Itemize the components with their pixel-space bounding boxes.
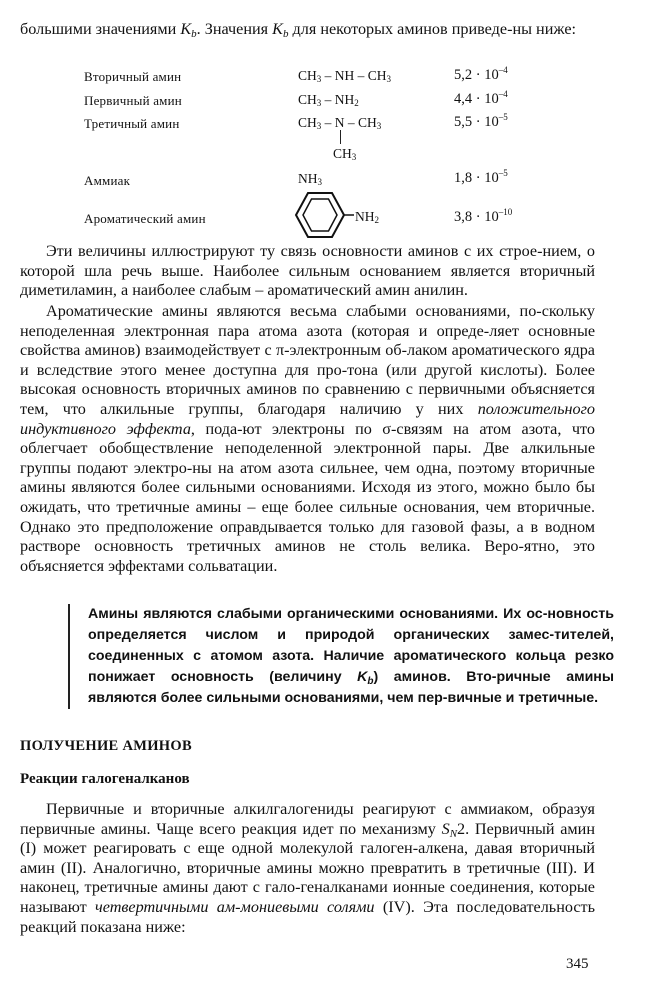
section-heading: ПОЛУЧЕНИЕ АМИНОВ bbox=[20, 738, 192, 754]
kb-symbol: $K_b$ bbox=[272, 20, 289, 40]
paragraph: Первичные и вторичные алкилгалогениды реагируют с аммиаком, образуя первичные амины. Чаще всего реакция идет по механизму $S_N2$. Первичный амин (I) может реагировать с еще одной молекулой галоген-алкена, давая вторичный амин (II). Аналогично, вторичные амины можно превратить в третичные (III). И наконец, третичные амины дают с гало-геналканами ионные соединения, которые называют четвертичными ам-мониевыми солями (IV). Эта последовательность реакций показана ниже: bbox=[20, 800, 595, 936]
amine-name: Третичный амин bbox=[84, 116, 180, 131]
methyl-branch: $CH_3$ bbox=[333, 146, 357, 162]
kb-value: $5,2 \cdot 10^{-4}$ bbox=[454, 65, 508, 83]
kb-symbol: $K_b$ bbox=[180, 20, 197, 40]
amine-formula: $CH_3$ – N – $CH_3$ bbox=[298, 115, 382, 131]
paragraph: Эти величины иллюстрируют ту связь основности аминов с их строе-нием, о которой шла речь выше. Наиболее сильным основанием является вторичный диметиламин, а наиболее слабым – ароматический амин анилин. bbox=[20, 242, 595, 300]
bond-line bbox=[340, 130, 341, 144]
sn2-symbol: $S_N$ bbox=[441, 819, 458, 840]
kb-value: $1,8 \cdot 10^{-5}$ bbox=[454, 168, 508, 186]
kb-symbol: $K_b$ bbox=[357, 669, 374, 687]
amine-name: Первичный амин bbox=[84, 93, 182, 108]
paragraph: Ароматические амины являются весьма слабыми основаниями, по-скольку неподеленная электронная пара атома азота (которая и опреде-ляет основные свойства аминов) взаимодействует с π-электронным об-лаком ароматического ядра и вследствие этого менее доступна для про-тона (или другой кислоты). Более высокая основность вторичных аминов по сравнению с первичными объясняется тем, что алкильные группы, благодаря наличию у них положительного индуктивного эффекта, пода-ют электроны по σ-связям на атом азота, что облегчает обобществление неподеленной электронной пары. Две алкильные группы подают электро-ны на атом азота сильнее, чем одна, поэтому вторичные амины являются более сильными основаниями. Исходя из этого, можно было бы ожидать, что третичные амины – еще более сильные основания, чем вторичные. Однако это предположение оправдывается только для газовой фазы, а в водном растворе основность третичных аминов не столь велика. Веро-ятно, это объясняется эффектами сольватации. bbox=[20, 302, 596, 575]
kb-value: $5,5 \cdot 10^{-5}$ bbox=[454, 112, 508, 130]
amine-formula: $CH_3 - NH_2$ bbox=[298, 92, 359, 108]
amine-name: Вторичный амин bbox=[84, 69, 182, 84]
basicity-table bbox=[0, 0, 659, 240]
benzene-ring-icon bbox=[288, 190, 354, 242]
page-number: 345 bbox=[566, 956, 589, 972]
amine-name: Аммиак bbox=[84, 173, 131, 188]
intro-paragraph: большими значениями $K_b$. Значения $K_b$ для некоторых аминов приведе-ны ниже: bbox=[20, 20, 577, 40]
amine-formula: $NH_3$ bbox=[298, 171, 322, 187]
amine-name: Ароматический амин bbox=[84, 211, 206, 226]
summary-box: Амины являются слабыми органическими основаниями. Их ос-новность определяется числом и природой органических замес-тителей, соединенных с атомом азота. Наличие ароматического кольца резко понижает основность (величину $K_b$) аминов. Вто-ричные амины являются более сильными основаниями, чем пер-вичные и третичные. bbox=[68, 604, 614, 709]
amine-formula: $CH_3$ – NH – $CH_3$ bbox=[298, 68, 392, 84]
kb-value: $3,8 \cdot 10^{-10}$ bbox=[454, 207, 513, 225]
emphasis: четвертичными ам-мониевыми солями bbox=[95, 897, 375, 916]
amine-formula: $NH_2$ bbox=[355, 209, 379, 225]
kb-value: $4,4 \cdot 10^{-4}$ bbox=[454, 89, 508, 107]
emphasis: положительного индуктивного эффекта bbox=[20, 399, 595, 438]
subsection-heading: Реакции галогеналканов bbox=[20, 771, 190, 787]
